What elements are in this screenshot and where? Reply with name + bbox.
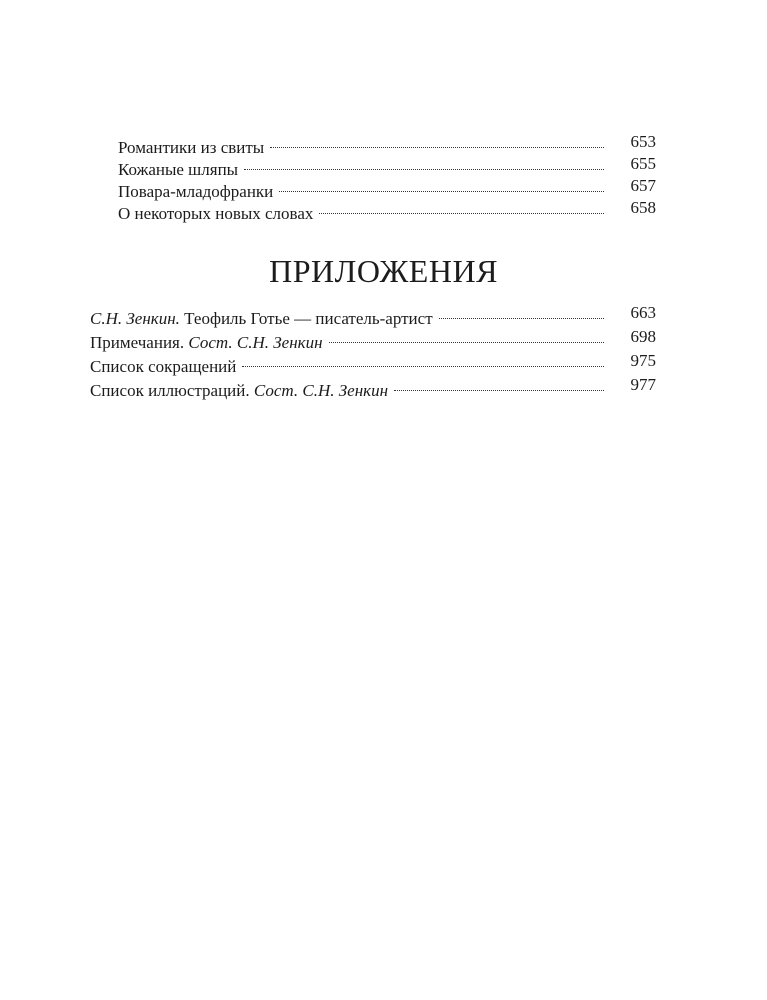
toc-sub-entry [118,131,656,157]
toc-sub-entry [118,153,656,179]
toc-entry-label: О некоторых новых словах [118,204,314,223]
dot-leader [319,197,604,219]
toc-entry-compiler: Сост. С.Н. Зенкин [253,381,389,400]
toc-entry [90,302,656,328]
dot-leader [244,153,604,175]
toc-page-number: 655 [630,154,656,173]
dot-leader [270,131,604,153]
toc-entry-label: Список иллюстраций. [90,381,250,400]
toc-entry-label: Список сокращений [90,357,237,376]
dot-leader [439,302,604,324]
toc-entry-label: Теофиль Готье — писатель-артист [184,309,433,328]
toc-page-number: 658 [630,198,656,217]
toc-entry-label: Примечания. [90,333,185,352]
toc-entry-text [90,380,394,402]
dot-leader [242,350,604,372]
toc-entry [90,374,656,400]
dot-leader [394,374,604,396]
toc-entry-label: Повара-младофранки [118,182,274,201]
toc-page-number: 653 [630,132,656,151]
toc-entry-compiler: Сост. С.Н. Зенкин [188,333,323,352]
toc-entry-author: С.Н. Зенкин. [90,309,180,328]
section-title: ПРИЛОЖЕНИЯ [269,253,498,289]
toc-sub-entry [118,175,656,201]
toc-page-number: 657 [630,176,656,195]
toc-page-number: 698 [630,327,656,346]
toc-sub-entry [118,197,656,223]
dot-leader [279,175,604,197]
toc-entry-label: Кожаные шляпы [118,160,239,179]
toc-page-number: 975 [630,351,656,370]
toc-entry [90,350,656,376]
toc-page-number: 663 [630,303,656,322]
toc-entry [90,326,656,352]
dot-leader [329,326,604,348]
toc-page-number: 977 [630,375,656,394]
toc-entry-label: Романтики из свиты [118,138,265,157]
